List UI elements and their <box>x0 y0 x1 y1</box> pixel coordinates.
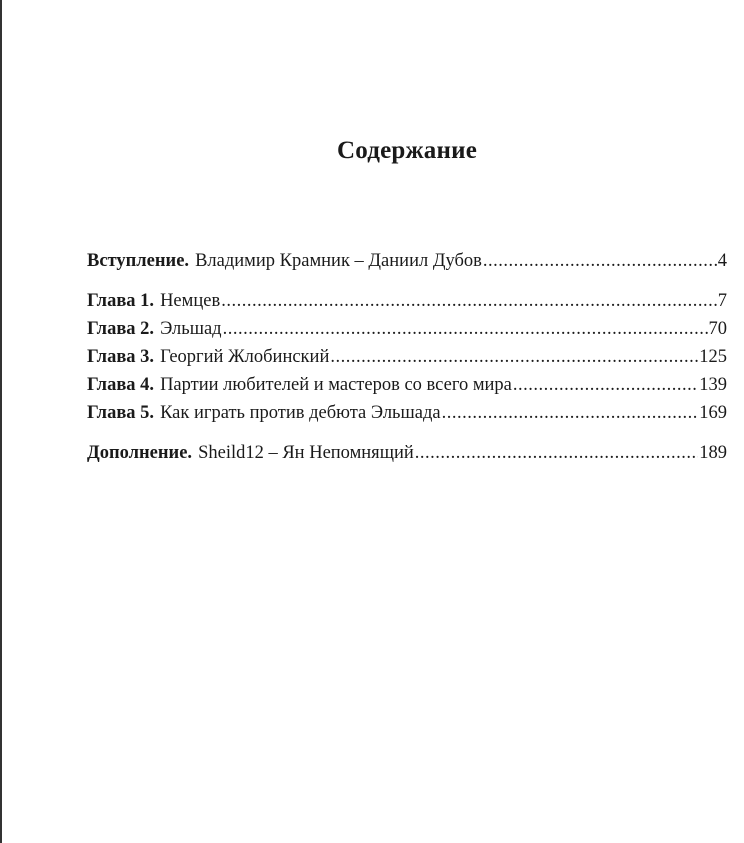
toc-dot-leader <box>442 399 699 427</box>
toc-entry-chapter-2[interactable] <box>87 315 727 343</box>
toc-entry-page: 189 <box>699 443 727 463</box>
toc-entry-title: Партии любителей и мастеров со всего мира <box>160 375 512 395</box>
toc-dot-leader <box>483 247 717 275</box>
toc-entry-title: Эльшад <box>160 319 222 339</box>
toc-entry-page: 7 <box>717 291 727 311</box>
toc-entry-label: Глава 3. <box>87 347 155 367</box>
toc-entry-label: Глава 2. <box>87 319 155 339</box>
toc-entry-page: 4 <box>717 251 727 271</box>
toc-entry-title: Как играть против дебюта Эльшада <box>160 403 441 423</box>
toc-entry-page: 125 <box>699 347 727 367</box>
toc-entry-page: 169 <box>699 403 727 423</box>
toc-entry-title: Владимир Крамник – Даниил Дубов <box>195 251 482 271</box>
toc-entry-title: Георгий Жлобинский <box>160 347 330 367</box>
toc-dot-leader <box>513 371 698 399</box>
toc-entry-page: 70 <box>708 319 727 339</box>
toc-entry-introduction[interactable] <box>87 247 727 275</box>
toc-entry-label: Глава 1. <box>87 291 155 311</box>
toc-entry-title: Немцев <box>160 291 221 311</box>
toc-entry-label: Глава 5. <box>87 403 155 423</box>
toc-entry-chapter-5[interactable] <box>87 399 727 427</box>
toc-entry-chapter-1[interactable] <box>87 287 727 315</box>
toc-entry-label: Дополнение. <box>87 443 193 463</box>
toc-dot-leader <box>221 287 717 315</box>
toc-dot-leader <box>330 343 698 371</box>
toc-title: Содержание <box>336 137 477 164</box>
toc-entry-appendix[interactable] <box>87 439 727 467</box>
toc-entry-chapter-4[interactable] <box>87 371 727 399</box>
toc-entry-chapter-3[interactable] <box>87 343 727 371</box>
table-of-contents <box>87 247 727 467</box>
toc-dot-leader <box>415 439 699 467</box>
toc-entry-label: Вступление. <box>87 251 190 271</box>
toc-entry-page: 139 <box>699 375 727 395</box>
toc-dot-leader <box>223 315 708 343</box>
toc-entry-label: Глава 4. <box>87 375 155 395</box>
toc-entry-title: Sheild12 – Ян Непомнящий <box>198 443 414 463</box>
page-left-edge <box>0 0 2 843</box>
